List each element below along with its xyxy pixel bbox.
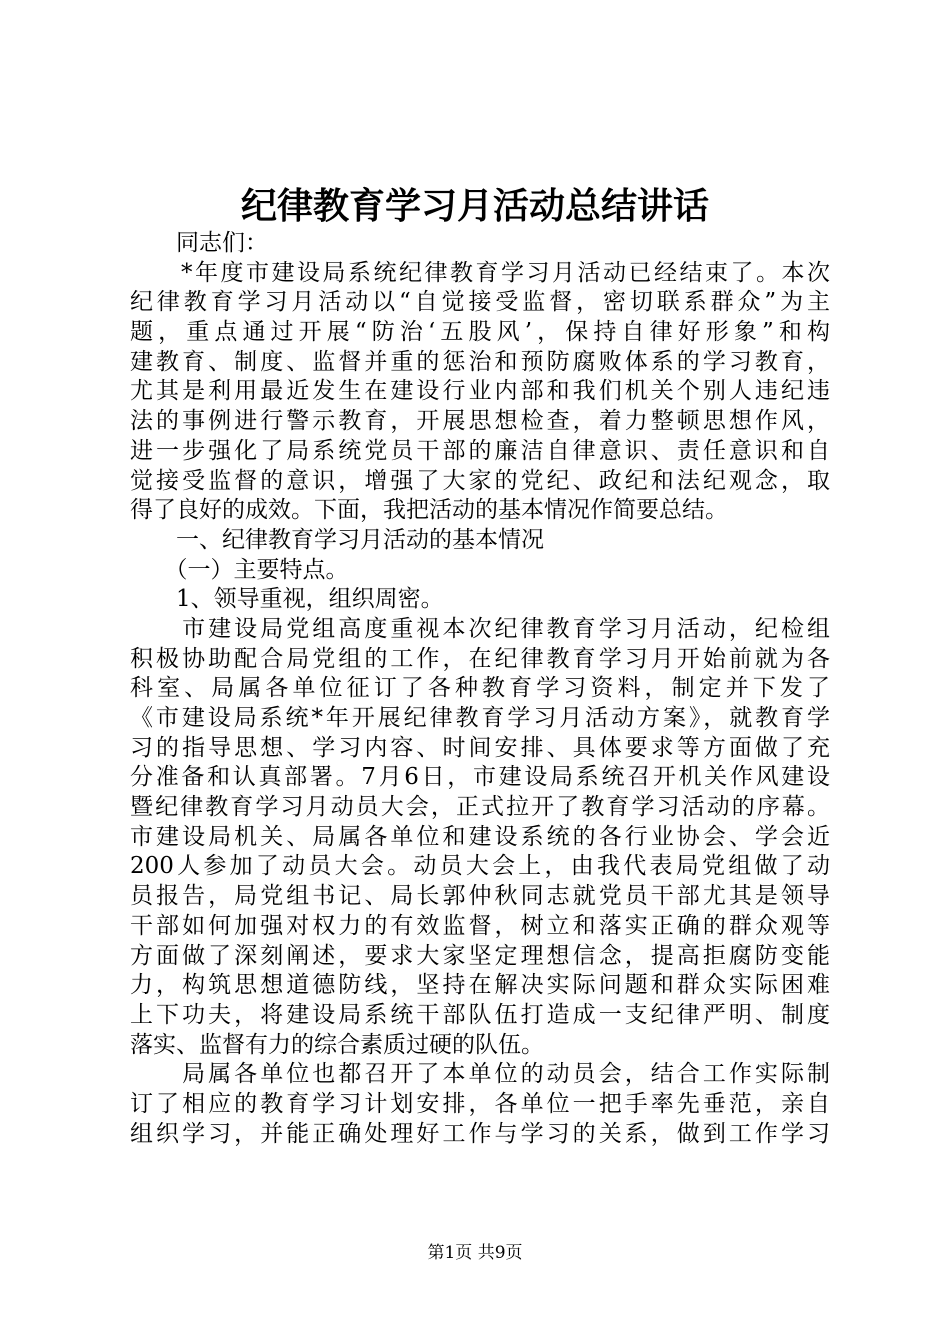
text-line: 尤其是利用最近发生在建设行业内部和我们机关个别人违纪违: [130, 378, 830, 405]
text-line: 局属各单位也都召开了本单位的动员会，结合工作实际制: [130, 1061, 830, 1088]
text-line: 市建设局机关、局属各单位和建设系统的各行业协会、学会近: [130, 823, 830, 850]
text-line: 力，构筑思想道德防线，坚持在解决实际问题和群众实际困难: [130, 972, 830, 999]
text-line: 上下功夫，将建设局系统干部队伍打造成一支纪律严明、制度: [130, 1001, 830, 1028]
text-line: 科室、局属各单位征订了各种教育学习资料，制定并下发了: [130, 675, 830, 702]
text-line: 市建设局党组高度重视本次纪律教育学习月活动，纪检组: [130, 615, 830, 642]
text-line: 落实、监督有力的综合素质过硬的队伍。: [130, 1031, 544, 1058]
text-line: 法的事例进行警示教育，开展思想检查，着力整顿思想作风，: [130, 408, 830, 435]
document-body: [130, 229, 830, 1149]
text-line: 纪律教育学习月活动以“自觉接受监督，密切联系群众”为主: [130, 289, 830, 316]
text-line: 《市建设局系统*年开展纪律教育学习月活动方案》，就教育学: [130, 705, 830, 731]
text-line: 建教育、制度、监督并重的惩治和预防腐败体系的学习教育，: [130, 348, 830, 375]
text-line: 觉接受监督的意识，增强了大家的党纪、政纪和法纪观念，取: [130, 467, 830, 494]
text-line: 订了相应的教育学习计划安排，各单位一把手率先垂范，亲自: [130, 1090, 830, 1117]
page-footer: 第1页 共9页: [427, 1243, 523, 1263]
text-line: 得了良好的成效。下面，我把活动的基本情况作简要总结。: [130, 497, 728, 524]
text-line: 员报告，局党组书记、局长郭仲秋同志就党员干部尤其是领导: [130, 883, 830, 910]
text-line: 习的指导思想、学习内容、时间安排、具体要求等方面做了充: [130, 734, 830, 761]
text-line: 分准备和认真部署。7月6日，市建设局系统召开机关作风建设: [130, 764, 830, 791]
text-line: *年度市建设局系统纪律教育学习月活动已经结束了。本次: [130, 259, 830, 286]
text-line: 一、纪律教育学习月活动的基本情况: [130, 526, 544, 553]
text-line: 1、领导重视，组织周密。: [130, 586, 444, 613]
text-line: 暨纪律教育学习月动员大会，正式拉开了教育学习活动的序幕。: [130, 794, 830, 821]
text-line: 进一步强化了局系统党员干部的廉洁自律意识、责任意识和自: [130, 437, 830, 464]
text-line: 题，重点通过开展“防治‘五股风’，保持自律好形象”和构: [130, 319, 830, 346]
text-line: 组织学习，并能正确处理好工作与学习的关系，做到工作学习: [130, 1120, 830, 1147]
text-line: 积极协助配合局党组的工作，在纪律教育学习月开始前就为各: [130, 645, 830, 672]
text-line: 同志们：: [130, 230, 268, 256]
document-title: 纪律教育学习月活动总结讲话: [240, 186, 709, 227]
text-line: （一）主要特点。: [130, 556, 349, 583]
text-line: 200人参加了动员大会。动员大会上，由我代表局党组做了动: [130, 853, 830, 880]
text-line: 干部如何加强对权力的有效监督，树立和落实正确的群众观等: [130, 912, 830, 939]
text-line: 方面做了深刻阐述，要求大家坚定理想信念，提高拒腐防变能: [130, 942, 830, 969]
